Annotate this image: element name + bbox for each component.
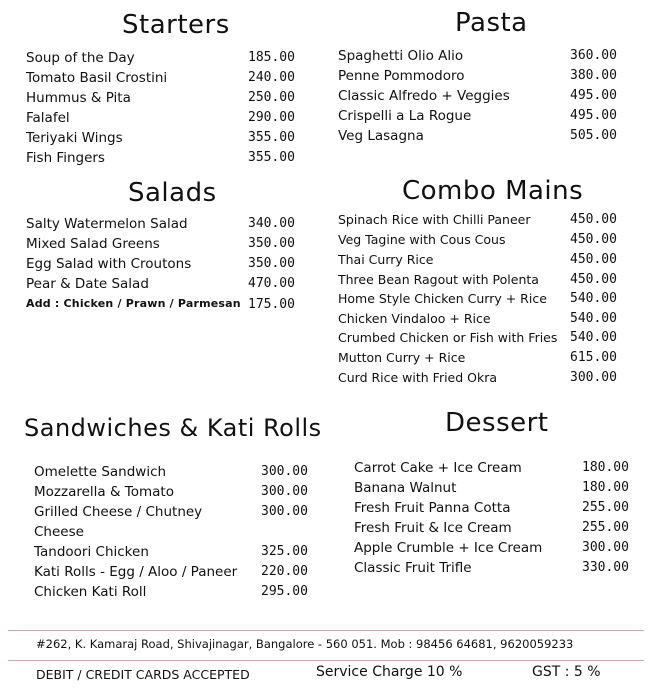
item-name: Fish Fingers [26, 150, 105, 166]
menu-item [338, 88, 628, 108]
starters-heading: Starters [122, 10, 230, 40]
item-price: 380.00 [570, 68, 617, 83]
item-name: Penne Pommodoro [338, 68, 465, 84]
menu-item [338, 272, 628, 292]
item-name: Fresh Fruit Panna Cotta [354, 500, 511, 516]
menu-item [26, 276, 300, 296]
menu-item [338, 128, 628, 148]
item-name: Veg Lasagna [338, 128, 424, 144]
menu-item [34, 584, 324, 604]
item-name: Omelette Sandwich [34, 464, 167, 480]
item-name: Classic Fruit Trifle [354, 560, 472, 576]
item-price: 180.00 [582, 480, 629, 495]
menu-item [34, 504, 324, 524]
menu-item [26, 110, 300, 130]
item-price: 180.00 [582, 460, 629, 475]
item-name: Thai Curry Rice [338, 252, 434, 267]
item-price: 330.00 [582, 560, 629, 575]
menu-item [34, 524, 324, 544]
sandwiches-heading: Sandwiches & Kati Rolls [24, 414, 322, 442]
item-name: Veg Tagine with Cous Cous [338, 232, 506, 247]
menu-item [354, 560, 630, 580]
item-price: 340.00 [248, 216, 295, 231]
item-price: 185.00 [248, 50, 295, 65]
item-price: 300.00 [582, 540, 629, 555]
footer-cards: DEBIT / CREDIT CARDS ACCEPTED [36, 667, 250, 682]
menu-item [338, 68, 628, 88]
menu-item [26, 216, 300, 236]
item-price: 255.00 [582, 500, 629, 515]
item-price: 255.00 [582, 520, 629, 535]
salads-heading: Salads [128, 178, 217, 208]
item-price: 450.00 [570, 252, 617, 267]
item-name: Chicken Kati Roll [34, 584, 147, 600]
menu-item [26, 150, 300, 170]
menu-item [26, 236, 300, 256]
menu-item [354, 460, 630, 480]
combo-mains-heading: Combo Mains [402, 176, 584, 206]
menu-item [338, 350, 628, 370]
menu-item [338, 291, 628, 311]
item-price: 540.00 [570, 291, 617, 306]
item-name: Chicken Vindaloo + Rice [338, 311, 491, 326]
footer-gst: GST : 5 % [532, 664, 601, 680]
item-name: Apple Crumble + Ice Cream [354, 540, 543, 556]
footer-rule-bottom [8, 660, 644, 661]
item-price: 350.00 [248, 256, 295, 271]
item-name: Crispelli a La Rogue [338, 108, 472, 124]
item-price: 240.00 [248, 70, 295, 85]
item-price: 300.00 [261, 484, 308, 499]
item-price: 540.00 [570, 330, 617, 345]
item-name: Fresh Fruit & Ice Cream [354, 520, 512, 536]
item-name: Cheese [34, 524, 84, 540]
item-price: 175.00 [248, 297, 295, 312]
footer-rule-top [8, 630, 644, 631]
item-price: 450.00 [570, 232, 617, 247]
menu-item [338, 370, 628, 390]
item-price: 220.00 [261, 564, 308, 579]
item-name: Spinach Rice with Chilli Paneer [338, 212, 531, 227]
item-name: Falafel [26, 110, 70, 126]
item-price: 325.00 [261, 544, 308, 559]
item-name: Tomato Basil Crostini [26, 70, 168, 86]
menu-item [338, 48, 628, 68]
item-name: Spaghetti Olio Alio [338, 48, 464, 64]
item-name: Grilled Cheese / Chutney [34, 504, 203, 520]
menu-item [26, 130, 300, 150]
menu-item [338, 212, 628, 232]
item-name: Tandoori Chicken [34, 544, 149, 560]
footer-service-charge: Service Charge 10 % [316, 664, 463, 680]
item-price: 355.00 [248, 130, 295, 145]
menu-item [34, 564, 324, 584]
menu-item [26, 256, 300, 276]
item-price: 450.00 [570, 272, 617, 287]
dessert-heading: Dessert [445, 408, 549, 438]
item-name: Home Style Chicken Curry + Rice [338, 291, 547, 306]
item-name: Hummus & Pita [26, 90, 131, 106]
item-price: 450.00 [570, 212, 617, 227]
item-price: 615.00 [570, 350, 617, 365]
item-name: Banana Walnut [354, 480, 457, 496]
menu-item [34, 544, 324, 564]
menu-item [26, 90, 300, 110]
item-price: 300.00 [261, 504, 308, 519]
menu-item [338, 311, 628, 331]
item-name: Mutton Curry + Rice [338, 350, 466, 365]
item-name: Mixed Salad Greens [26, 236, 160, 252]
item-name: Teriyaki Wings [26, 130, 123, 146]
item-price: 300.00 [570, 370, 617, 385]
menu-item [338, 330, 628, 350]
item-name: Classic Alfredo + Veggies [338, 88, 510, 104]
item-price: 470.00 [248, 276, 295, 291]
menu-item [354, 480, 630, 500]
footer-address: #262, K. Kamaraj Road, Shivajinagar, Bangalore - 560 051. Mob : 98456 64681, 9620059233 [36, 637, 574, 651]
item-name: Kati Rolls - Egg / Aloo / Paneer [34, 564, 238, 580]
item-name: Mozzarella & Tomato [34, 484, 174, 500]
item-price: 540.00 [570, 311, 617, 326]
menu-item [338, 252, 628, 272]
item-name: Carrot Cake + Ice Cream [354, 460, 522, 476]
menu-item [26, 50, 300, 70]
menu-item-addon [26, 297, 300, 317]
item-price: 355.00 [248, 150, 295, 165]
item-name: Three Bean Ragout with Polenta [338, 272, 539, 287]
item-price: 495.00 [570, 88, 617, 103]
menu-item [354, 540, 630, 560]
item-price: 250.00 [248, 90, 295, 105]
item-name: Salty Watermelon Salad [26, 216, 188, 232]
menu-item [338, 108, 628, 128]
item-price: 300.00 [261, 464, 308, 479]
item-price: 295.00 [261, 584, 308, 599]
item-name: Curd Rice with Fried Okra [338, 370, 498, 385]
item-name: Soup of the Day [26, 50, 135, 66]
menu-item [34, 484, 324, 504]
item-name: Pear & Date Salad [26, 276, 149, 292]
menu-item [354, 520, 630, 540]
item-price: 290.00 [248, 110, 295, 125]
item-name: Egg Salad with Croutons [26, 256, 192, 272]
item-name: Add : Chicken / Prawn / Parmesan [26, 297, 241, 310]
item-price: 505.00 [570, 128, 617, 143]
menu-item [338, 232, 628, 252]
pasta-heading: Pasta [455, 8, 528, 38]
item-price: 360.00 [570, 48, 617, 63]
item-price: 495.00 [570, 108, 617, 123]
item-name: Crumbed Chicken or Fish with Fries [338, 330, 558, 345]
menu-item [34, 464, 324, 484]
item-price: 350.00 [248, 236, 295, 251]
menu-item [354, 500, 630, 520]
menu-item [26, 70, 300, 90]
